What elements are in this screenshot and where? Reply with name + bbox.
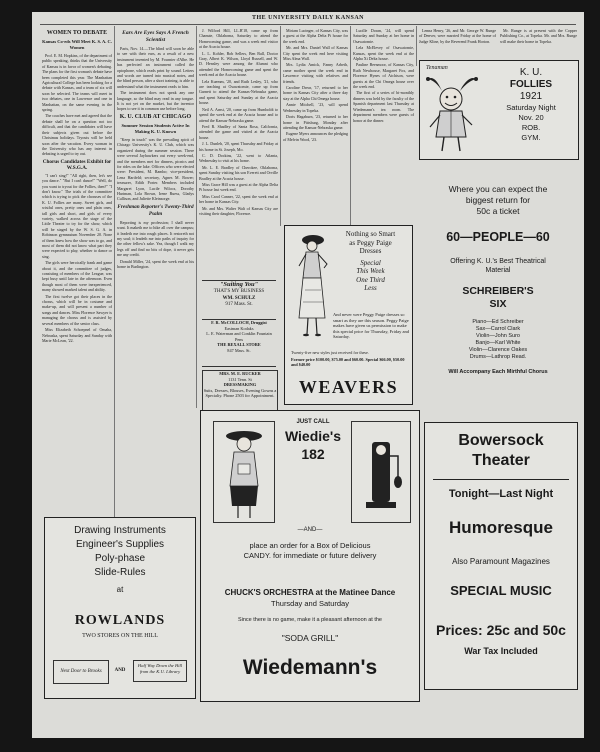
article-text: Lucille Doran, '24, will spend Saturday and Sunday at her home in Osawatomie.: [353, 28, 414, 44]
band-roster: [419, 319, 577, 361]
article-text: Miss Grace Hill was a guest at the Alpha Delta Pi house last week end.: [199, 181, 278, 193]
promo-line: Offering K. U.'s Best Theatrical: [450, 258, 546, 265]
weavers-logo: WEAVERS: [298, 377, 399, 397]
article-text: Miss Elizabeth Schoepnel of Omaha, Nebraska, spent Saturday and Sunday with Marie McLean, '22.: [42, 327, 112, 343]
woman-in-dress-illustration: [291, 230, 331, 348]
ad-rucker-title: DRESSMAKING: [223, 382, 257, 388]
article-text: The coaches have met and agreed that the debate shall be on a question not too difficult, and that the candidates will have their subjects given out before the Christmas holidays. Tryouts will be held soon after the vacation. Every woman in the University who has any interest in debating is urged to try out.: [42, 113, 112, 157]
headline-ears-eyes: Ears Are Eyes Says A French Scientist: [122, 30, 189, 43]
ad-schulz: [202, 280, 276, 320]
follies-title: FOLLIES: [509, 79, 553, 90]
wiedie-number: 182: [301, 446, 325, 462]
promo-line: biggest return for: [465, 195, 531, 205]
wiedie-body: place an order for a Box of Delicious CANDY. for immediate or future delivery: [243, 541, 377, 560]
bowersock-feature: Humoresque: [449, 518, 553, 537]
jester-mascot-illustration: [426, 73, 480, 153]
peggy-prices: Former price $100.00, $75.00 and $60.00. Special $66.00, $50.00 and $40.00: [291, 357, 405, 368]
column-rule: [280, 26, 281, 226]
band-member: Violin—John Suro: [476, 333, 520, 339]
article-text: The first twelve got their places in the chorus, which will be in costume and make-up, and will present a number of songs and dances. Miss Florence Sawyer is managing the chorus and is assisted by several members of the senior class.: [42, 293, 112, 326]
article-text: The first of a series of bi-monthly dinners was held by the faculty of the Spanish department last Thursday at Wiedemann's tea room. The department members were guests of honor at the dinner.: [353, 90, 414, 123]
article-text: Donald Miller, '24, spent the week end at his home in Burlington.: [117, 258, 194, 269]
article-text: Prof. E. M. Hopkins, of the department of public speaking, thinks that the University of Kansas is in favor of women's debating. The plans for the first woman's debate have been completed this year. The Manhattan Agricultural College has been looking for a debate with Kansas, and a team of six will soon be selected. The teams will meet in two debates, one in Lawrence and one in Manhattan, on the same evening in the spring.: [42, 53, 112, 113]
peggy-note: Twenty-five new styles just received for these.: [291, 350, 369, 355]
article-text: Paris, Nov. 14.—The blind will soon be able to see with their ears, as a result of a new instrument invented by M. Fournier d'Albe. He has perfected an instrument called the optophone, which reads print by sound. Letters and words are turned into musical notes, and the blind person, after a short training, is able to understand what the instrument reads to him.: [117, 46, 194, 89]
wiedie-days: Thursday and Saturday: [271, 599, 349, 608]
rowlands-location-1: Next Door to Brooks: [53, 660, 109, 684]
wiedemann-ad: [200, 410, 420, 702]
bowersock-ad: [424, 422, 578, 690]
rowlands-line: Slide-Rules: [94, 567, 146, 578]
rowlands-and: AND: [114, 668, 126, 673]
rowlands-line: Poly-phase: [94, 553, 146, 564]
column-2: [117, 28, 194, 514]
ad-schulz-address: 917 Mass. St.: [225, 302, 253, 307]
article-text: Mr. L. E. Bradley of Cherokee, Oklahoma, spent Sunday visiting his son Everett and Orville Bradley at the Acacia house.: [199, 164, 278, 181]
promo-line: Where you can expect the: [448, 184, 548, 194]
telephone-frame: [351, 421, 411, 523]
wiedie-orchestra: CHUCK'S ORCHESTRA at the Matinee Dance: [224, 588, 396, 597]
ad-schulz-title: "Suiting You": [219, 281, 259, 288]
peggy-body: And never were Peggy Paige dresses so smart as they are this season. Peggy Paige makes have given us permission to make this special price for Thursday, Friday and Saturday.: [333, 312, 409, 340]
bowersock-also: Also Paramount Magazines: [452, 557, 550, 566]
column-rule: [114, 26, 115, 522]
rowlands-logo: ROWLANDS: [74, 613, 166, 628]
article-text: L. L. Kohler, Bob Sellers, Ben Ball, Doctor Gray, Albert K. Wilson, Lloyd Russell, and W. D. Hensley were among the Alumni who attended the Homecoming game and spent the week end at the Acacia house.: [199, 50, 278, 78]
article-text: Caroline Drear, '17, returned to her home in Kansas City after a three day stay at the Alpha Chi Omega house.: [283, 85, 348, 101]
ad-schulz-name: WM. SCHULZ: [222, 295, 256, 301]
peggy-line: Nothing so Smart: [345, 230, 396, 238]
weavers-ad: [284, 225, 413, 405]
ad-mccolloch-address: 847 Mass. St.: [227, 347, 251, 353]
article-text: Mrs. Lydia Amick, Fanny Arbeth, came mother spent the week end in Lawrence visiting with relatives and friends.: [283, 62, 348, 84]
ad-mccolloch-line: L. E. Waterman and Conklin Fountain Pens: [206, 331, 272, 342]
follies-title: K. U.: [519, 67, 543, 78]
column-6: [419, 28, 577, 56]
article-text: Miss Carol Canner, '22, spent the week end at her home in Kansas City.: [199, 193, 278, 205]
article-text: J. L. Dunleh, '20, spent Thursday and Friday at his home in St. Joseph, Mo.: [199, 141, 278, 152]
wiedie-call-text: JUST CALL: [296, 419, 330, 425]
peggy-special: This Week: [356, 267, 385, 275]
band-member: Violin—Clarence Oakes: [468, 347, 528, 353]
headline-women-debate: WOMEN TO DEBATE: [46, 30, 108, 36]
figure-frame: [213, 421, 275, 523]
band-member: Banjo—Karl White: [475, 340, 521, 346]
article-text: Miriam Lucinger, of Kansas City, was a guest at the Alpha Delta Pi house for the week end.: [283, 28, 348, 44]
peggy-special: One Third: [356, 275, 385, 284]
peggy-headline: [331, 230, 410, 293]
subhead-ku-club: Summer Session Students Active In Making K. U. Known: [121, 122, 190, 134]
rowlands-location-2: Half Way Down the Hill from the K.U. Library: [133, 660, 187, 682]
headline-chorus: Chorus Candidates Exhibit for W.S.G.A.: [42, 158, 112, 171]
ad-mccolloch: [202, 320, 276, 367]
ad-rucker-name: MRS. M. E. RUCKER: [219, 371, 261, 376]
dress-figure: [291, 230, 331, 348]
wiedie-name: Wiedie's: [284, 428, 342, 444]
masthead: THE UNIVERSITY DAILY KANSAN: [251, 15, 365, 21]
peggy-line: Dresses: [359, 247, 382, 255]
mascot-caption: Tenaman: [426, 65, 448, 71]
rowlands-line: Drawing Instruments: [74, 525, 166, 536]
article-text: Annie Mitchell, '23, will spend Wednesday in Topeka.: [283, 102, 348, 113]
bowersock-tax: War Tax Included: [464, 646, 538, 656]
article-text: Fred R. Shadley of Santa Rosa, California, attended the game and visited at the Acacia house.: [199, 123, 278, 140]
column-rule: [196, 26, 197, 408]
peggy-special: Less: [364, 284, 377, 292]
rowlands-headline: [45, 524, 195, 596]
article-text: J. Wilford Hill, LL.B'18, came up from Chanute, Oklahoma, Saturday to attend the Homecoming game, and was a week end visitor at the Acacia house.: [199, 28, 278, 50]
column-rule: [350, 26, 351, 226]
rowlands-ad: [44, 517, 196, 699]
telephone-icon: [352, 422, 410, 522]
follies-place: GYM.: [521, 133, 541, 142]
article-text: "Keep in touch" was the prevailing spirit of Chicago University's K. U. Club, which was organized during the summer session. There were several Jayhawkers out every week-end, and the members met for dinners, picnics and for rides on the lake. Officers who were elected were: President, M. Rambo; vice-president, Lena Hartfeld; secretary, Agnes M. Bower; treasurer, Edith Porter. Members included Margaret Lyon, Lucile Wilcox, Dorothy Hartman, Lola Brown, Irene Ruess, Gladys Cullison, and Juliette Kleinsorge.: [117, 136, 194, 202]
wiedie-and: —AND—: [297, 527, 323, 533]
wiedie-call: [277, 417, 349, 463]
column-5: [353, 28, 414, 224]
bowersock-title: Bowersock: [458, 432, 544, 449]
follies-text: [488, 67, 574, 143]
article-text: Lenna Henry, '26, and Mr. George W. Runge of Denver, were married Friday at the home of Judge Kline, by the Reverend Frank Horton.: [419, 28, 496, 44]
header-rule: [40, 24, 576, 25]
article-text: Lela McElevey of Osawatomie, Kansas, spent the week end at the Alpha Xi Delta house.: [353, 45, 414, 62]
peggy-line: as Peggy Paige: [349, 238, 392, 247]
band-member: Drums—Lathrop Read.: [469, 354, 527, 360]
article-text: The instrument does not speak any one language, so the blind may read in any tongue. It is not yet on the market, but the inventor hopes to see it in common use before long.: [117, 90, 194, 112]
promo-band: SCHREIBER'S: [462, 285, 534, 297]
promo-line: 50c a ticket: [476, 206, 520, 216]
follies-day: Saturday Night: [506, 103, 556, 112]
newspaper-page: [32, 12, 584, 738]
wiedie-since: Since there is no game, make it a pleasant afternoon at the: [237, 617, 382, 623]
article-text: The girls were heroically frank and game about it, and the committee of judges, consisting of members of the League, was kept busy until late in the afternoon. Even though most of them were inexperienced, many showed marked talent and ability.: [42, 260, 112, 293]
bowersock-tonight: Tonight—Last Night: [448, 488, 554, 500]
divider: [433, 479, 569, 480]
ad-rucker-address: 1131 Tenn. St: [228, 376, 252, 382]
column-3: [199, 28, 278, 278]
follies-date: Nov. 20: [518, 113, 544, 122]
rowlands-line: Engineer's Supplies: [75, 539, 165, 550]
band-member: Piano—Ed Schreiber: [472, 319, 524, 325]
wiedemann-logo: Wiedemann's: [242, 656, 378, 679]
jester-figure: [426, 73, 480, 153]
article-text: Mr. Runge is at present with the Copper Publishing Co., at Topeka. Mr. and Mrs. Runge will make their home in Topeka.: [500, 28, 577, 44]
follies-promo: [419, 162, 577, 414]
follies-ad: [419, 60, 579, 160]
subhead-women-debate: Kansas Co-eds Will Meet K. S. A. C. Women: [42, 39, 112, 50]
article-text: Mr. and Mrs. Walter Walt of Kansas City are visiting their daughter, Florence.: [199, 205, 278, 216]
article-text: "I can't sing!" "All right, then, let's see you dance." "But I can't dance!" "Well, do you want to tryout for the Follies, then?" "I don't know." The trials of the committee which is trying to pick the choruses of the K. U. Follies are many. Sweet girls, and wistful ones, pretty ones and plain ones, tall girls and short, and girls of every variety, walked across the stage of the Little Theater to try for the show, which will be staged by the W. S. G. A. in Robinson gymnasium November 20. None of them knew how the show was to go, and most of them did not know what part they were expected to play, whether to dance or sing.: [42, 172, 112, 259]
article-text: Eugene Myers announces the pledging of Melvin Wood, '23.: [283, 131, 348, 142]
woman-with-hat-illustration: [214, 422, 274, 522]
article-text: Lela Kuemm, '20, and Ruth Lesley, '21, who are teaching at Osawatomie, came up from Garnett to attend the Kansas-Nebraska game, and spent Saturday and Sunday at the Acacia house.: [199, 78, 278, 106]
article-text: Doris Hagaburn, '23, returned to her home in Pittsburg, Monday after attending the Kansas-Nebraska game.: [283, 114, 348, 130]
article-text: Neil A. Arnst, '20, came up from Humboldt to spend the week end at the Acacia house and to attend the Kansas-Nebraska game.: [199, 106, 278, 123]
promo-line: Material: [485, 267, 511, 274]
follies-place: ROB.: [521, 123, 541, 132]
bowersock-title: Theater: [472, 452, 530, 469]
column-4: [283, 28, 348, 224]
follies-year: 1921: [519, 91, 543, 102]
column-1: [42, 28, 112, 514]
band-member: Sax—Carrol Clark: [475, 326, 521, 332]
article-text: Reporting is my profession; I shall never want. It maketh me to hike all over the campus; it leadeth me into rough places. It restoreth not my soul; it leadeth me into paths of inquiry for the other fellow's sake. Yea, though I walk my legs off and find no bits of dope, it never gets me any credit.: [117, 219, 194, 258]
rowlands-at: at: [116, 585, 124, 594]
article-text: Mr. and Mrs. Daniel Wall of Kansas City spent the week end here visiting Miss Alma Wall.: [283, 45, 348, 62]
article-text: Pauline Beesmoor, of Kansas City, Ruth Newhouse, Margaret Fox, and Florence Hynes of Atchison, were guests at the Chi Omega house over the week end.: [353, 62, 414, 90]
promo-band-six: SIX: [489, 298, 507, 310]
peggy-special: Special: [360, 258, 381, 267]
ad-mccolloch-name: F. R. McCOLLOCH, Druggist: [211, 320, 267, 325]
headline-ku-club: K. U. CLUB AT CHICAGO: [119, 113, 192, 120]
promo-footer: Will Accompany Each Mirthful Chorus: [448, 369, 548, 375]
promo-people: 60—PEOPLE—60: [446, 230, 550, 244]
bowersock-music: SPECIAL MUSIC: [450, 583, 552, 598]
headline-psalm: Freshman Reporter's Twenty-Third Psalm: [117, 203, 194, 217]
ad-rucker-text: Suits, Dresses, Blouses, Evening Gowns a Specialty. Phone 2503 for Appointment.: [203, 387, 277, 399]
ad-mccolloch-line: Eastman Kodaks: [224, 325, 254, 331]
ad-mccolloch-store: THE REXALL STORE: [217, 342, 261, 348]
ad-schulz-line: THAT'S MY BUSINESS: [213, 289, 265, 294]
article-text: C. D. Dockins, '22, went to Atlanta, Wednesday to visit at his home.: [199, 152, 278, 164]
column-rule: [416, 26, 417, 66]
rowlands-sub: TWO STORES ON THE HILL: [82, 633, 158, 639]
wiedie-grill: "SODA GRILL": [281, 633, 339, 643]
bowersock-prices: Prices: 25c and 50c: [436, 622, 566, 638]
